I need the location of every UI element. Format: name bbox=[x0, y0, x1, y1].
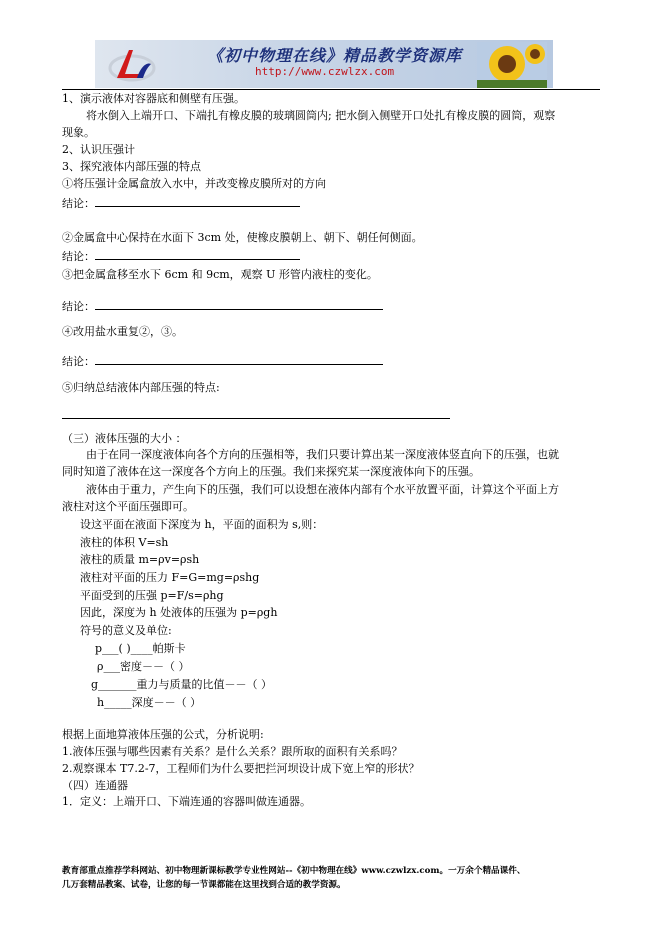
step-3: ③把金属盒移至水下 6cm 和 9cm，观察 U 形管内液柱的变化。 bbox=[62, 268, 378, 281]
symbols-heading: 符号的意义及单位: bbox=[80, 624, 172, 637]
symbol-rho: ρ___密度－－（ ） bbox=[97, 660, 190, 673]
header-url[interactable]: http://www.czwlzx.com bbox=[255, 65, 395, 78]
question-2: 2.观察课本 T7.2-7，工程师们为什么要把拦河坝设计成下宽上窄的形状？ bbox=[62, 762, 420, 775]
derivation-mass: 液柱的质量 m=ρv=ρsh bbox=[80, 553, 200, 566]
step-2: ②金属盒中心保持在水面下 3cm 处，使橡皮膜朝上、朝下、朝任何侧面。 bbox=[62, 231, 423, 244]
demo-heading: 1、演示液体对容器底和侧壁有压强。 bbox=[62, 92, 245, 105]
gauge-heading: 2、认识压强计 bbox=[62, 143, 135, 156]
footer bbox=[62, 864, 602, 892]
demo-description: 将水倒入上端开口、下端扎有橡皮膜的玻璃圆筒内; 把水倒入侧壁开口处扎有橡皮膜的圆筒，观察 bbox=[86, 109, 556, 122]
header-title: 《初中物理在线》精品教学资源库 bbox=[207, 46, 463, 65]
conclusion-1-blank[interactable] bbox=[95, 195, 300, 207]
question-1: 1.液体压强与哪些因素有关系？是什么关系？跟所取的面积有关系吗？ bbox=[62, 745, 403, 758]
definition: 1．定义：上端开口、下端连通的容器叫做连通器。 bbox=[62, 795, 311, 808]
conclusion-label: 结论： bbox=[62, 197, 95, 210]
section-4-heading: （四）连通器 bbox=[62, 779, 128, 792]
conclusion-4 bbox=[62, 353, 383, 369]
conclusion-2 bbox=[62, 248, 300, 264]
header-rule bbox=[62, 89, 600, 90]
paragraph-2: 液体由于重力，产生向下的压强，我们可以设想在液体内部有个水平放置平面，计算这个平面上方 bbox=[86, 483, 559, 496]
footer-line-1: 教育部重点推荐学科网站、初中物理新课标教学专业性网站--《初中物理在线》www.czwlzx.com。一万余个精品课件、 bbox=[62, 866, 526, 876]
derivation-result: 因此，深度为 h 处液体的压强为 p=ρgh bbox=[80, 606, 278, 619]
derivation-pressure: 平面受到的压强 p=F/s=ρhg bbox=[80, 589, 224, 602]
analysis-heading: 根据上面地算液体压强的公式，分析说明: bbox=[62, 728, 264, 741]
step-1: ①将压强计金属盒放入水中，并改变橡皮膜所对的方向 bbox=[62, 177, 326, 190]
derivation-force: 液柱对平面的压力 F=G=mg=ρshg bbox=[80, 571, 260, 584]
symbol-p: p___( )____帕斯卡 bbox=[95, 642, 186, 655]
demo-description-cont: 现象。 bbox=[62, 126, 95, 139]
footer-line-2: 几万套精品教案、试卷，让您的每一节课都能在这里找到合适的教学资源。 bbox=[62, 880, 346, 890]
derivation-volume: 液柱的体积 V=sh bbox=[80, 536, 169, 549]
conclusion-label: 结论： bbox=[62, 300, 95, 313]
paragraph-1-cont: 同时知道了液体在这一深度各个方向上的压强。我们来探究某一深度液体向下的压强。 bbox=[62, 465, 480, 478]
paragraph-1: 由于在同一深度液体向各个方向的压强相等，我们只要计算出某一深度液体竖直向下的压强，也就 bbox=[86, 448, 559, 461]
conclusion-label: 结论： bbox=[62, 250, 95, 263]
conclusion-4-blank[interactable] bbox=[95, 353, 383, 365]
sunflower-icon bbox=[477, 42, 547, 88]
conclusion-3 bbox=[62, 298, 383, 314]
summary-blank[interactable] bbox=[62, 418, 450, 419]
explore-heading: 3、探究液体内部压强的特点 bbox=[62, 160, 201, 173]
header-banner bbox=[95, 40, 553, 88]
conclusion-2-blank[interactable] bbox=[95, 248, 300, 260]
symbol-h: h_____深度－－（ ） bbox=[97, 696, 202, 709]
conclusion-1 bbox=[62, 195, 300, 211]
step-4: ④改用盐水重复②，③。 bbox=[62, 325, 183, 338]
conclusion-label: 结论： bbox=[62, 355, 95, 368]
derivation-setup: 设这平面在液面下深度为 h，平面的面积为 s,则： bbox=[80, 518, 324, 531]
step-5: ⑤归纳总结液体内部压强的特点: bbox=[62, 381, 220, 394]
paragraph-2-cont: 液柱对这个平面压强即可。 bbox=[62, 500, 194, 513]
site-logo-icon bbox=[107, 44, 157, 84]
symbol-g: g_______重力与质量的比值－－（ ） bbox=[91, 678, 273, 691]
section-3-heading: （三）液体压强的大小 ： bbox=[62, 432, 187, 445]
conclusion-3-blank[interactable] bbox=[95, 298, 383, 310]
